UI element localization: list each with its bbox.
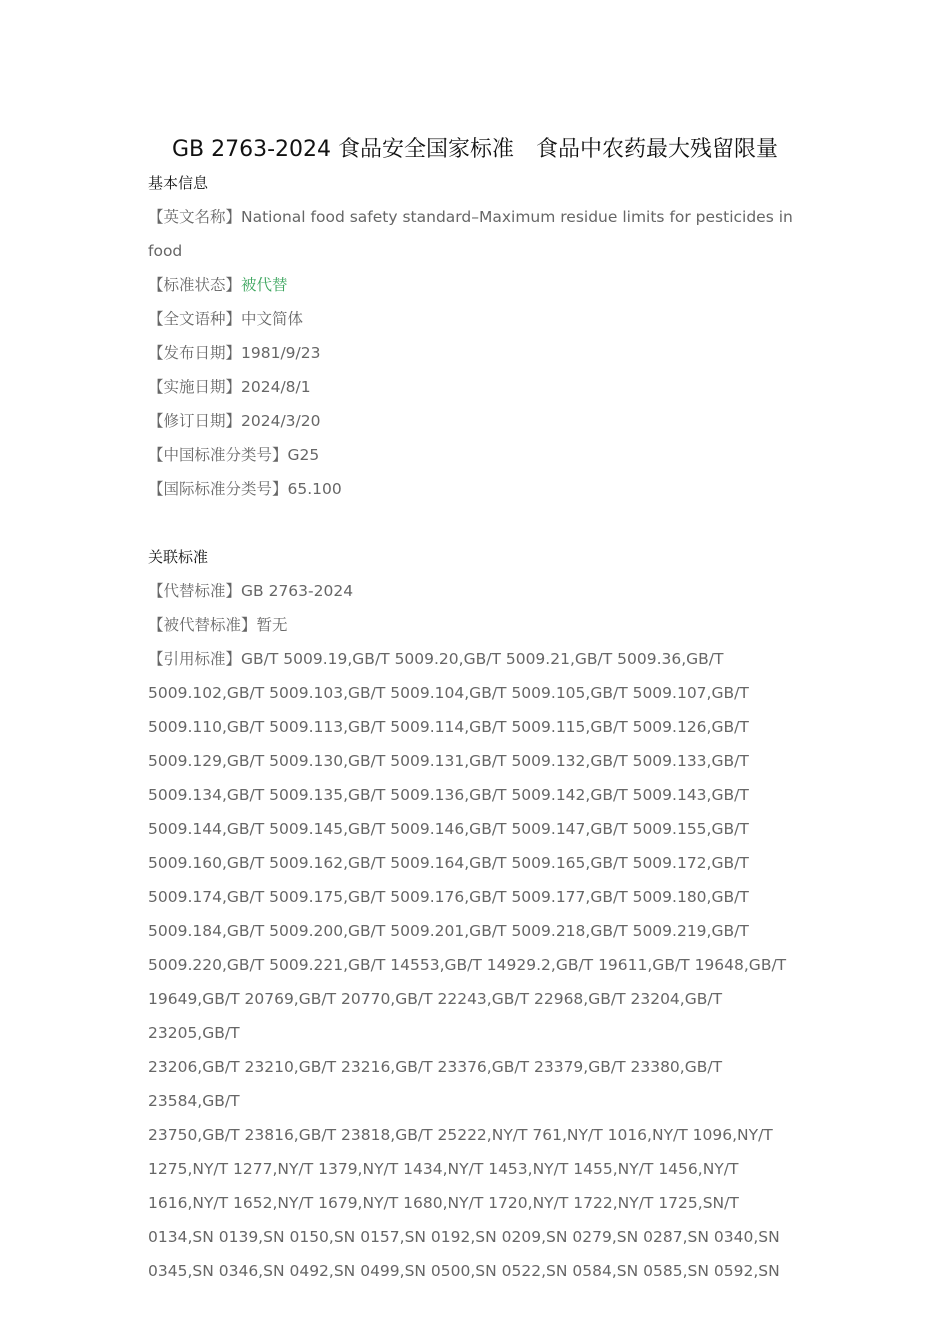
cn-class-row <box>148 438 798 472</box>
references-line: 5009.184,GB/T 5009.200,GB/T 5009.201,GB/T 5009.218,GB/T 5009.219,GB/T <box>148 922 749 940</box>
english-name-value-line1: National food safety standard–Maximum residue limits for pesticides in <box>241 208 793 226</box>
references-line: 5009.134,GB/T 5009.135,GB/T 5009.136,GB/T 5009.142,GB/T 5009.143,GB/T <box>148 786 749 804</box>
document-content <box>148 166 798 1288</box>
references-line: 5009.129,GB/T 5009.130,GB/T 5009.131,GB/T 5009.132,GB/T 5009.133,GB/T <box>148 752 749 770</box>
english-name-continuation <box>148 234 798 268</box>
page-title: GB 2763-2024 食品安全国家标准 食品中农药最大残留限量 <box>171 137 779 162</box>
references-line: 0345,SN 0346,SN 0492,SN 0499,SN 0500,SN 0522,SN 0584,SN 0585,SN 0592,SN <box>148 1262 780 1280</box>
replaces-value: GB 2763-2024 <box>241 582 354 600</box>
implement-date-label: 【实施日期】 <box>148 378 242 396</box>
intl-class-value: 65.100 <box>287 480 342 498</box>
replaced-by-value: 暂无 <box>256 616 288 634</box>
cn-class-value: G25 <box>287 446 320 464</box>
status-label: 【标准状态】 <box>148 276 242 294</box>
replaces-label: 【代替标准】 <box>148 582 242 600</box>
references-line-text: GB/T 5009.19,GB/T 5009.20,GB/T 5009.21,GB/T 5009.36,GB/T <box>241 650 724 668</box>
status-row <box>148 268 798 302</box>
status-value: 被代替 <box>241 276 288 294</box>
references-block <box>148 642 798 1288</box>
references-line: 5009.102,GB/T 5009.103,GB/T 5009.104,GB/T 5009.105,GB/T 5009.107,GB/T <box>148 684 749 702</box>
cn-class-label: 【中国标准分类号】 <box>148 446 288 464</box>
references-label: 【引用标准】 <box>148 650 242 668</box>
references-line: 23206,GB/T 23210,GB/T 23216,GB/T 23376,GB/T 23379,GB/T 23380,GB/T 23584,GB/T <box>148 1058 723 1110</box>
language-label: 【全文语种】 <box>148 310 242 328</box>
intl-class-label: 【国际标准分类号】 <box>148 480 288 498</box>
references-line: 23750,GB/T 23816,GB/T 23818,GB/T 25222,NY/T 761,NY/T 1016,NY/T 1096,NY/T <box>148 1126 773 1144</box>
replaced-by-label: 【被代替标准】 <box>148 616 257 634</box>
references-line: 0134,SN 0139,SN 0150,SN 0157,SN 0192,SN 0209,SN 0279,SN 0287,SN 0340,SN <box>148 1228 780 1246</box>
references-line: 5009.174,GB/T 5009.175,GB/T 5009.176,GB/T 5009.177,GB/T 5009.180,GB/T <box>148 888 749 906</box>
references-line: 1616,NY/T 1652,NY/T 1679,NY/T 1680,NY/T 1720,NY/T 1722,NY/T 1725,SN/T <box>148 1194 739 1212</box>
revise-date-row <box>148 404 798 438</box>
publish-date-label: 【发布日期】 <box>148 344 242 362</box>
replaced-by-row <box>148 608 798 642</box>
replaces-row <box>148 574 798 608</box>
revise-date-label: 【修订日期】 <box>148 412 242 430</box>
basic-info-heading: 基本信息 <box>148 174 209 192</box>
related-heading: 关联标准 <box>148 548 209 566</box>
english-name-label: 【英文名称】 <box>148 208 242 226</box>
publish-date-value: 1981/9/23 <box>241 344 321 362</box>
language-row <box>148 302 798 336</box>
intl-class-row <box>148 472 798 506</box>
language-value: 中文简体 <box>241 310 304 328</box>
implement-date-row <box>148 370 798 404</box>
references-line <box>148 642 798 676</box>
revise-date-value: 2024/3/20 <box>241 412 321 430</box>
references-line: 1275,NY/T 1277,NY/T 1379,NY/T 1434,NY/T 1453,NY/T 1455,NY/T 1456,NY/T <box>148 1160 739 1178</box>
references-line: 5009.160,GB/T 5009.162,GB/T 5009.164,GB/T 5009.165,GB/T 5009.172,GB/T <box>148 854 749 872</box>
references-line: 5009.220,GB/T 5009.221,GB/T 14553,GB/T 14929.2,GB/T 19611,GB/T 19648,GB/T <box>148 956 787 974</box>
publish-date-row <box>148 336 798 370</box>
references-line: 19649,GB/T 20769,GB/T 20770,GB/T 22243,GB/T 22968,GB/T 23204,GB/T 23205,GB/T <box>148 990 723 1042</box>
section-spacer <box>148 506 798 540</box>
implement-date-value: 2024/8/1 <box>241 378 311 396</box>
references-line: 5009.110,GB/T 5009.113,GB/T 5009.114,GB/T 5009.115,GB/T 5009.126,GB/T <box>148 718 749 736</box>
english-name-row <box>148 200 798 234</box>
english-name-value-line2: food <box>148 242 183 260</box>
references-line: 5009.144,GB/T 5009.145,GB/T 5009.146,GB/T 5009.147,GB/T 5009.155,GB/T <box>148 820 749 838</box>
